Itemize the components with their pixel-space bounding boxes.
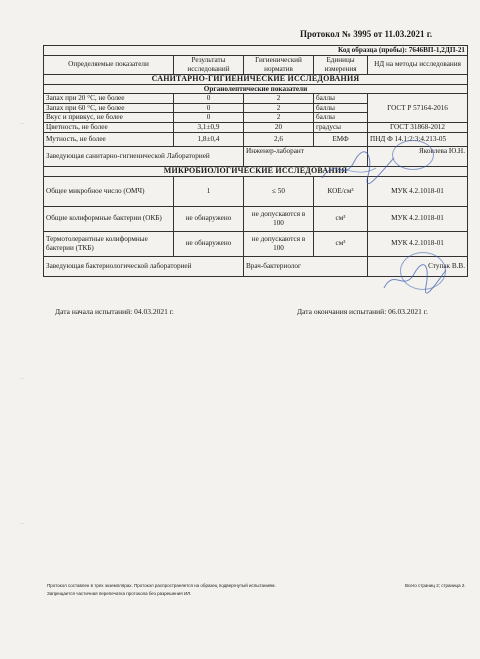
signoff-position: Заведующая бактериологической лабораторией xyxy=(44,256,244,276)
date-end: Дата окончания испытаний: 06.03.2021 г. xyxy=(297,307,428,316)
protocol-title: Протокол № 3995 от 11.03.2021 г. xyxy=(300,29,433,39)
col-header-method: НД на методы исследования xyxy=(368,55,468,74)
signoff-name: Яковлева Ю.Н. xyxy=(368,146,468,166)
col-header-results: Результаты исследований xyxy=(174,55,244,74)
subsection-organoleptic: Органолептические показатели xyxy=(44,84,468,94)
page-info: Всего страниц 2; страница 2. xyxy=(405,583,466,588)
signature-micro xyxy=(380,262,450,296)
signoff-engineer: Инженер-лаборант xyxy=(244,146,368,166)
bleed-through-marks: ‒ xyxy=(20,520,24,527)
table-row: Общие колиформные бактерии (ОКБ) не обнаружено не допускаются в 100 см³ МУК 4.2.1018-01 xyxy=(44,206,468,231)
table-row: Запах при 60 °С, не более 0 2 баллы xyxy=(44,103,468,113)
table-row: Вкус и привкус, не более 0 2 баллы xyxy=(44,113,468,123)
sample-code: Код образца (пробы): 7646ВП-1,2ДП-21 xyxy=(44,46,468,56)
date-start: Дата начала испытаний: 04.03.2021 г. xyxy=(55,307,174,316)
bleed-through-marks: ‒ xyxy=(20,375,24,382)
section-micro: МИКРОБИОЛОГИЧЕСКИЕ ИССЛЕДОВАНИЯ xyxy=(44,166,468,176)
table-row: Мутность, не более 1,8±0,4 2,6 ЕМФ ПНД Ф 14.1:2:3:4.213-05 xyxy=(44,132,468,146)
signature-sanitary xyxy=(318,148,398,188)
round-stamp xyxy=(392,140,434,170)
method-gost-smell: ГОСТ Р 57164-2016 xyxy=(368,94,468,123)
col-header-indicator: Определяемые показатели xyxy=(44,55,174,74)
signoff-doctor: Врач-бактериолог xyxy=(244,256,368,276)
signoff-position: Заведующая санитарно-гигиенической Лабораторией xyxy=(44,146,244,166)
table-row: Запах при 20 °С, не более 0 2 баллы ГОСТ Р 57164-2016 xyxy=(44,94,468,104)
section-sanitary: САНИТАРНО-ГИГИЕНИЧЕСКИЕ ИССЛЕДОВАНИЯ xyxy=(44,74,468,84)
footer-note: Запрещается частичная перепечатка протокола без разрешения ИЛ. xyxy=(47,591,192,596)
signoff-name: Ступак В.В. xyxy=(368,256,468,276)
table-row: Общее микробное число (ОМЧ) 1 ≤ 50 КОЕ/см³ МУК 4.2.1018-01 xyxy=(44,176,468,206)
col-header-units: Единицы измерения xyxy=(314,55,368,74)
bleed-through-marks: ‒ xyxy=(20,120,24,127)
table-row: Цветность, не более 3,1±0,9 20 градусы ГОСТ 31868-2012 xyxy=(44,122,468,132)
table-row: Термотолерантные колиформные бактерии (ТКБ) не обнаружено не допускаются в 100 см³ МУК 4.2.1018-01 xyxy=(44,231,468,256)
col-header-hygienic: Гигиенический норматив xyxy=(244,55,314,74)
footer-note: Протокол составлен в трех экземплярах. Протокол распространяется на образец подвергнутый испытаниям. xyxy=(47,583,276,588)
